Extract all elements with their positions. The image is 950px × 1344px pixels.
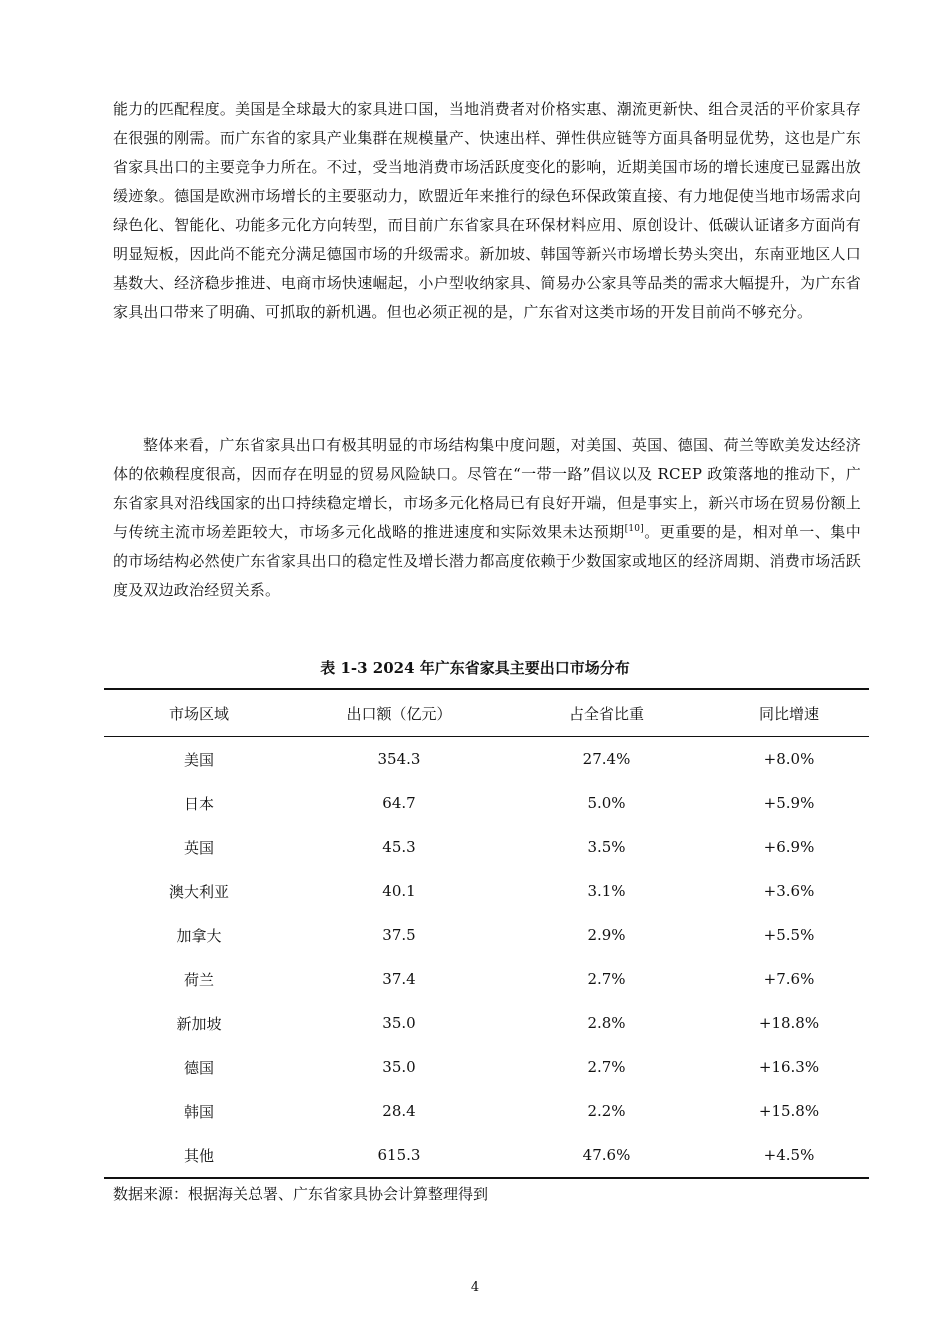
market-cell: 荷兰 xyxy=(183,970,214,989)
table-row xyxy=(104,869,869,913)
column-header-market: 市场区域 xyxy=(168,704,229,723)
market-cell: 日本 xyxy=(183,794,214,813)
export-market-table xyxy=(104,688,869,1179)
market-cell: 其他 xyxy=(183,1146,214,1165)
growth-cell: +4.5% xyxy=(763,1146,815,1164)
column-header-growth: 同比增速 xyxy=(758,704,819,723)
export-value-cell: 40.1 xyxy=(382,882,416,900)
market-cell: 美国 xyxy=(183,750,214,769)
table-row xyxy=(104,781,869,825)
growth-cell: +3.6% xyxy=(763,882,815,900)
body-paragraph-1: 能力的匹配程度。美国是全球最大的家具进口国，当地消费者对价格实惠、潮流更新快、组合灵活的平价家具存在很强的刚需。而广东省的家具产业集群在规模量产、快速出样、弹性供应链等方面具备明显优势，这也是广东省家具出口的主要竞争力所在。不过，受当地消费市场活跃度变化的影响，近期美国市场的增长速度已显露出放缓迹象。德国是欧洲市场增长的主要驱动力，欧盟近年来推行的绿色环保政策直接、有力地促使当地市场需求向绿色化、智能化、功能多元化方向转型，而目前广东省家具在环保材料应用、原创设计、低碳认证诸多方面尚有明显短板，因此尚不能充分满足德国市场的升级需求。新加坡、韩国等新兴市场增长势头突出，东南亚地区人口基数大、经济稳步推进、电商市场快速崛起，小户型收纳家具、简易办公家具等品类的需求大幅提升，为广东省家具出口带来了明确、可抓取的新机遇。但也必须正视的是，广东省对这类市场的开发目前尚不够充分。 xyxy=(113,100,861,321)
table-caption: 表 1-3 2024 年广东省家具主要出口市场分布 xyxy=(320,659,630,677)
market-cell: 澳大利亚 xyxy=(168,882,229,901)
growth-cell: +16.3% xyxy=(758,1058,820,1076)
growth-cell: +5.5% xyxy=(763,926,815,944)
growth-cell: +8.0% xyxy=(763,750,815,768)
share-cell: 2.8% xyxy=(587,1014,626,1032)
column-header-share: 占全省比重 xyxy=(568,704,644,723)
market-cell: 加拿大 xyxy=(176,926,222,945)
data-table xyxy=(104,688,869,1179)
export-value-cell: 615.3 xyxy=(377,1146,421,1164)
export-value-cell: 354.3 xyxy=(377,750,421,768)
market-cell: 新加坡 xyxy=(176,1014,222,1033)
body-paragraph-2-text-a: 整体来看，广东省家具出口有极其明显的市场结构集中度问题，对美国、英国、德国、荷兰等欧美发达经济体的依赖程度很高，因而存在明显的贸易风险缺口。尽管在“一带一路”倡议以及 RCEP 政策落地的推动下，广东省家具对沿线国家的出口持续稳定增长，市场多元化格局已有良好开端，但是事实上，新兴市场在贸易份额上与传统主流市场差距较大，市场多元化战略的推进速度和实际效果未达预期 xyxy=(113,436,861,541)
market-cell: 德国 xyxy=(183,1058,214,1077)
share-cell: 47.6% xyxy=(582,1146,631,1164)
export-value-cell: 35.0 xyxy=(382,1014,416,1032)
share-cell: 5.0% xyxy=(587,794,626,812)
share-cell: 27.4% xyxy=(582,750,631,768)
share-cell: 2.2% xyxy=(587,1102,626,1120)
share-cell: 2.7% xyxy=(587,1058,626,1076)
growth-cell: +5.9% xyxy=(763,794,815,812)
growth-cell: +7.6% xyxy=(763,970,815,988)
growth-cell: +18.8% xyxy=(758,1014,820,1032)
body-paragraph-2-text-b: 。更重要的是，相对单一、集中的市场结构必然使广东省家具出口的稳定性及增长潜力都高度依赖于少数国家或地区的经济周期、消费市场活跃度及双边政治经贸关系。 xyxy=(113,523,861,599)
share-cell: 3.5% xyxy=(587,838,626,856)
table-row xyxy=(104,1001,869,1045)
table-row xyxy=(104,913,869,957)
table-row xyxy=(104,957,869,1001)
table-row xyxy=(104,1045,869,1089)
export-value-cell: 37.5 xyxy=(382,926,416,944)
export-value-cell: 45.3 xyxy=(382,838,416,856)
citation-reference: [10] xyxy=(624,524,644,534)
table-row xyxy=(104,1133,869,1178)
export-value-cell: 64.7 xyxy=(382,794,416,812)
table-row xyxy=(104,737,869,782)
table-row xyxy=(104,1089,869,1133)
market-cell: 韩国 xyxy=(183,1102,214,1121)
growth-cell: +15.8% xyxy=(758,1102,820,1120)
body-paragraph-2 xyxy=(113,431,861,605)
data-source-note: 数据来源：根据海关总署、广东省家具协会计算整理得到 xyxy=(113,1185,489,1203)
export-value-cell: 35.0 xyxy=(382,1058,416,1076)
column-header-export-value: 出口额（亿元） xyxy=(346,704,452,723)
share-cell: 2.9% xyxy=(587,926,626,944)
share-cell: 3.1% xyxy=(587,882,626,900)
share-cell: 2.7% xyxy=(587,970,626,988)
growth-cell: +6.9% xyxy=(763,838,815,856)
table-header-row xyxy=(104,689,869,737)
export-value-cell: 37.4 xyxy=(382,970,416,988)
page-number: 4 xyxy=(470,1280,480,1295)
export-value-cell: 28.4 xyxy=(382,1102,416,1120)
market-cell: 英国 xyxy=(183,838,214,857)
table-row xyxy=(104,825,869,869)
